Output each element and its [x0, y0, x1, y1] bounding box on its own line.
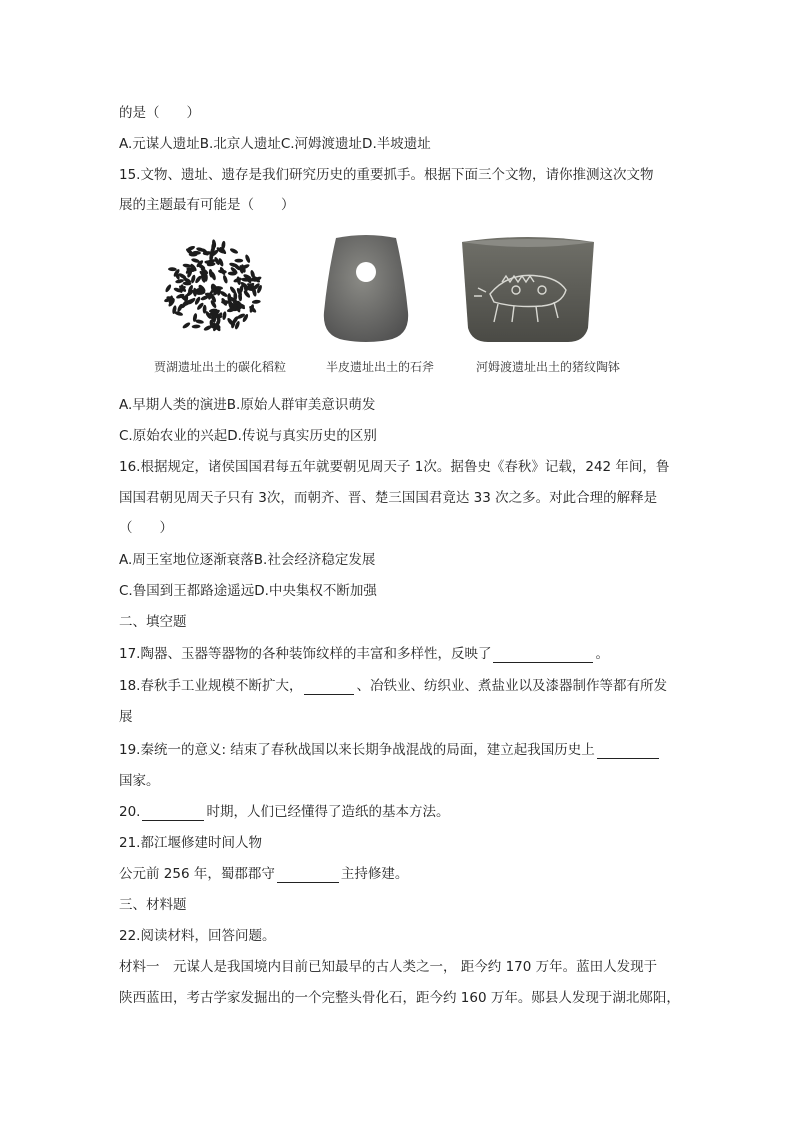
pottery-bowl-icon [458, 232, 598, 344]
material-1-line1: 材料一 元谋人是我国境内目前已知最早的古人类之一， 距今约 170 万年。蓝田人发现于 [119, 959, 658, 975]
answer-blank [304, 680, 354, 695]
question-19-text: 19.秦统一的意义: 结束了春秋战国以来长期争战混战的局面，建立起我国历史上 [119, 742, 595, 758]
stone-axe-icon [318, 232, 414, 344]
artifact-figures [148, 232, 658, 382]
question-21-text: 公元前 256 年，蜀郡郡守 [119, 866, 275, 882]
question-18-line2: 展 [119, 709, 133, 725]
question-16-line2: 国国君朝见周天子只有 3次，而朝齐、晋、楚三国国君竟达 33 次之多。对此合理的解释是 [119, 490, 658, 506]
option-line: C.鲁国到王都路途遥远D.中央集权不断加强 [119, 583, 377, 599]
question-17 [119, 645, 609, 663]
question-16-line1: 16.根据规定，诸侯国国君每五年就要朝见周天子 1次。据鲁史《春秋》记载，242 年间，鲁 [119, 459, 670, 475]
section-heading: 三、材料题 [119, 897, 187, 913]
question-15-line2: 展的主题最有可能是（ ） [119, 197, 295, 213]
question-18-text: 18.春秋手工业规模不断扩大， [119, 678, 303, 694]
option-line: A.早期人类的演进B.原始人群审美意识萌发 [119, 397, 376, 413]
answer-blank [493, 648, 593, 663]
question-19-line1 [119, 741, 661, 759]
question-17-end: 。 [595, 646, 609, 662]
question-22: 22.阅读材料，回答问题。 [119, 928, 276, 944]
answer-blank [277, 868, 339, 883]
question-15-line1: 15.文物、遗址、遗存是我们研究历史的重要抓手。根据下面三个文物，请你推测这次文物 [119, 167, 654, 183]
question-18-line1 [119, 677, 667, 695]
question-17-text: 17.陶器、玉器等器物的各种装饰纹样的丰富和多样性，反映了 [119, 646, 492, 662]
stone-axe-image [318, 232, 414, 344]
rice-grains-icon [148, 232, 278, 344]
carbonized-rice-image [148, 232, 278, 344]
question-20-text: 时期，人们已经懂得了造纸的基本方法。 [206, 804, 450, 820]
question-20-number: 20. [119, 804, 141, 820]
text-line: 的是（ ） [119, 105, 200, 121]
section-heading: 二、填空题 [119, 614, 187, 630]
pig-pattern-bowl-image [458, 232, 598, 344]
caption-rice: 贾湖遗址出土的碳化稻粒 [154, 360, 287, 374]
caption-bowl: 河姆渡遗址出土的猪纹陶钵 [476, 360, 621, 374]
question-16-line3: （ ） [119, 520, 173, 536]
question-19-line2: 国家。 [119, 773, 160, 789]
answer-blank [142, 806, 204, 821]
question-21-line1: 21.都江堰修建时间人物 [119, 835, 262, 851]
option-line: C.原始农业的兴起D.传说与真实历史的区别 [119, 428, 377, 444]
option-line: A.周王室地位逐渐衰落B.社会经济稳定发展 [119, 552, 376, 568]
question-21-line2 [119, 865, 408, 883]
material-1-line2: 陕西蓝田，考古学家发掘出的一个完整头骨化石，距今约 160 万年。郧县人发现于湖北郧阳， [119, 990, 680, 1006]
question-21-text-end: 主持修建。 [340, 866, 409, 882]
question-20 [119, 803, 449, 821]
text-line: A.元谋人遗址B.北京人遗址C.河姆渡遗址D.半坡遗址 [119, 136, 431, 152]
question-18-text-cont: 、冶铁业、纺织业、煮盐业以及漆器制作等都有所发 [356, 678, 667, 694]
answer-blank [597, 744, 659, 759]
caption-axe: 半皮遗址出土的石斧 [326, 360, 435, 374]
